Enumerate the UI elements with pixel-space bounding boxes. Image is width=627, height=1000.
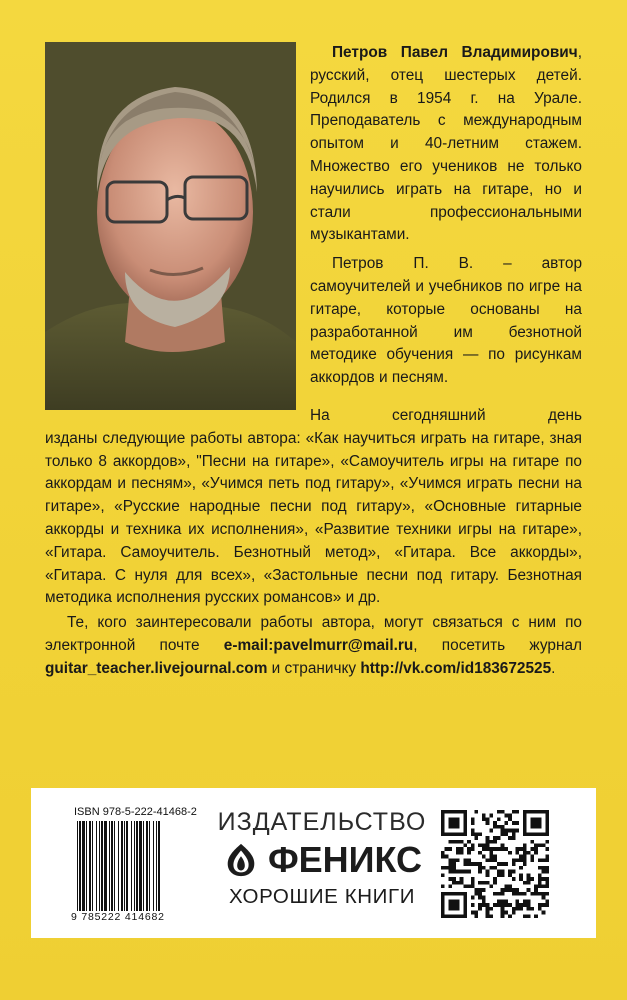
author-bio <box>310 42 582 390</box>
author-name: Петров Павел Владимирович <box>332 44 578 61</box>
contact-paragraph <box>45 612 582 680</box>
contact-vk-link[interactable]: http://vk.com/id183672525 <box>360 659 552 677</box>
publisher-slogan: ХОРОШИЕ КНИГИ <box>228 885 416 908</box>
works-section <box>45 405 582 681</box>
bio-paragraph-1 <box>310 42 582 247</box>
qr-code-icon[interactable] <box>441 810 549 918</box>
isbn-label: ISBN 978-5-222-41468-2 <box>74 806 197 818</box>
barcode-digits: 9 785222 414682 <box>71 911 165 923</box>
contact-journal[interactable]: guitar_teacher.livejournal.com <box>45 659 268 677</box>
contact-email[interactable]: e-mail:pavelmurr@mail.ru <box>223 636 414 654</box>
publisher-name-row <box>197 839 447 881</box>
author-photo <box>45 42 296 410</box>
publisher-panel <box>31 788 596 938</box>
works-lead: На сегодняшний день <box>310 407 582 424</box>
bio-intro-text: , русский, отец шестерых детей. Родился в 1954 г. на Урале. Преподаватель с международным опытом и 40-летним стажем. Множество его учеников не только научились играть на гитаре, но и стали профессиональными музыкантами. <box>310 44 582 244</box>
bio-paragraph-2: Петров П. В. – автор самоучителей и учебников по игре на гитаре, которые основаны на разработанной им безнотной методике обучения — по рисункам аккордов и песням. <box>310 255 582 387</box>
contact-text-1: Те, кого заинтересовали работы автора, могут связаться с ним по электронной почте <box>45 614 582 654</box>
author-portrait-illustration <box>45 42 296 410</box>
works-list: изданы следующие работы автора: «Как научиться играть на гитаре, зная только 8 аккордов», "Песни на гитаре», «Самоучитель игры на гитаре по аккордам и песням», «Учимся петь под гитару», «Учимся играть песни на гитаре», «Русские народные песни под гитару», «Основные гитарные аккорды и техника их исполнения», «Развитие техники игры на гитаре», «Гитара. Самоучитель. Безнотный метод», «Гитара. Все аккорды», «Гитара. С нуля для всех», «Застольные песни под гитару. Безнотная методика исполнения русских романсов» и др. <box>45 429 582 607</box>
phoenix-logo-icon <box>222 841 260 879</box>
publisher-name: ФЕНИКС <box>267 839 423 880</box>
contact-text-3: и страничку <box>267 659 361 677</box>
barcode-icon <box>75 821 199 911</box>
contact-text-4: . <box>551 659 556 677</box>
publisher-top-label: ИЗДАТЕЛЬСТВО <box>217 808 427 836</box>
contact-text-2: , посетить журнал <box>413 636 582 654</box>
publisher-logo-block <box>197 808 447 909</box>
